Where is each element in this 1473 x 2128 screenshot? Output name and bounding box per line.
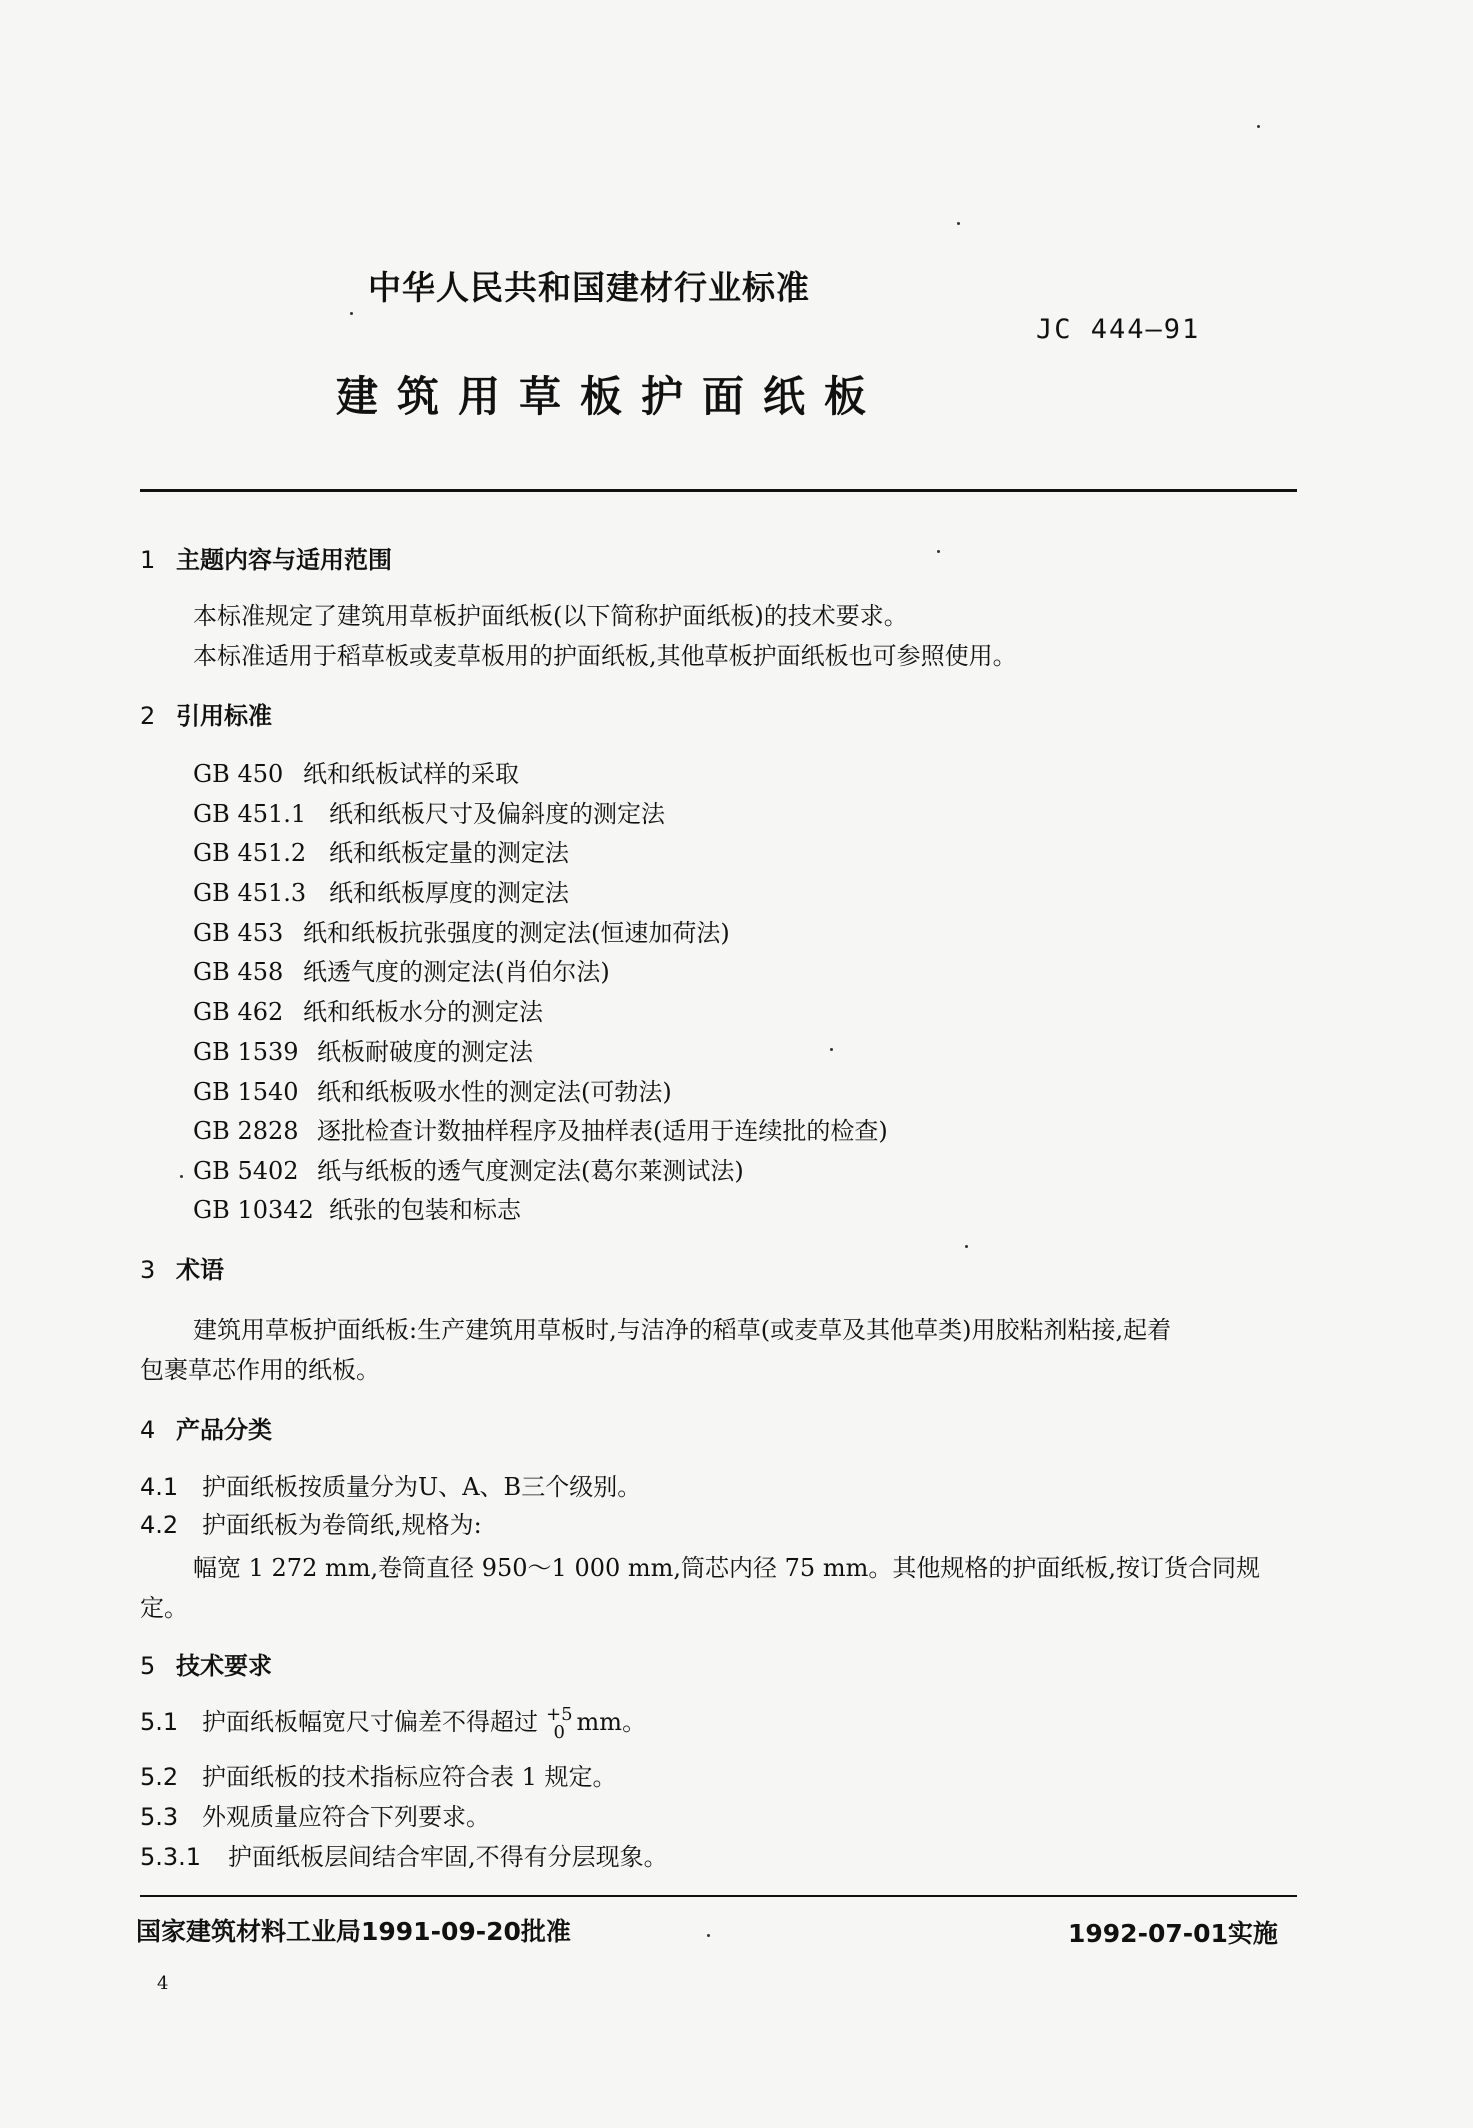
- reference-code: GB 1539: [193, 1038, 299, 1066]
- reference-code: GB 458: [193, 958, 284, 986]
- reference-code: GB 450: [193, 760, 284, 788]
- section-number: 4: [140, 1416, 156, 1444]
- reference-code: GB 5402: [193, 1157, 299, 1185]
- tolerance-upper: +5: [546, 1703, 573, 1725]
- reference-title: 纸张的包装和标志: [329, 1196, 521, 1224]
- clause-text: 护面纸板为卷筒纸,规格为:: [202, 1511, 482, 1539]
- clause-4-1: [140, 1467, 641, 1502]
- reference-code: GB 1540: [193, 1078, 299, 1106]
- section-title: 主题内容与适用范围: [176, 546, 392, 574]
- section-title: 产品分类: [176, 1416, 272, 1444]
- reference-item: [193, 1190, 521, 1225]
- reference-title: 纸和纸板厚度的测定法: [329, 879, 569, 907]
- clause-5-1: [140, 1702, 646, 1742]
- reference-code: GB 451.3: [193, 879, 307, 907]
- reference-code: GB 453: [193, 919, 284, 947]
- reference-title: 纸与纸板的透气度测定法(葛尔莱测试法): [317, 1157, 744, 1185]
- section-title: 技术要求: [176, 1652, 272, 1680]
- reference-item: [193, 873, 569, 908]
- section-title: 引用标准: [176, 702, 272, 730]
- section-1-paragraph-1: 本标准规定了建筑用草板护面纸板(以下简称护面纸板)的技术要求。: [193, 602, 908, 630]
- clause-4-2-spec-line-1: 幅宽 1 272 mm,卷筒直径 950～1 000 mm,筒芯内径 75 mm。其他规格的护面纸板,按订货合同规: [193, 1554, 1260, 1582]
- clause-4-2: [140, 1505, 482, 1540]
- reference-code: GB 451.2: [193, 839, 307, 867]
- section-4-heading: [140, 1410, 272, 1445]
- tolerance-lower: 0: [553, 1721, 565, 1743]
- scan-speck: [707, 1934, 710, 1937]
- reference-code: GB 451.1: [193, 800, 307, 828]
- scan-speck: [180, 1175, 183, 1178]
- standard-code: JC 444—91: [1036, 314, 1201, 345]
- clause-4-2-spec-line-2: 定。: [140, 1594, 188, 1622]
- section-3-definition-line-2: 包裹草芯作用的纸板。: [140, 1356, 380, 1384]
- page-number: 4: [157, 1973, 169, 1994]
- reference-code: GB 462: [193, 998, 284, 1026]
- footer-rule: [140, 1895, 1297, 1897]
- reference-item: [193, 1072, 672, 1107]
- section-number: 5: [140, 1652, 156, 1680]
- clause-number: 4.2: [140, 1511, 179, 1539]
- reference-title: 纸板耐破度的测定法: [317, 1038, 533, 1066]
- section-number: 3: [140, 1256, 156, 1284]
- reference-item: [193, 1032, 533, 1067]
- reference-code: GB 10342: [193, 1196, 314, 1224]
- clause-text: 护面纸板按质量分为U、A、B三个级别。: [202, 1473, 642, 1501]
- clause-text: 护面纸板层间结合牢固,不得有分层现象。: [228, 1843, 668, 1871]
- reference-title: 纸和纸板尺寸及偏斜度的测定法: [329, 800, 665, 828]
- section-5-heading: [140, 1646, 272, 1681]
- section-number: 1: [140, 546, 156, 574]
- scan-speck: [937, 550, 940, 553]
- clause-5-3-1: [140, 1837, 668, 1872]
- header-rule: [140, 489, 1297, 492]
- issuing-organization: 中华人民共和国建材行业标准: [368, 268, 810, 307]
- reference-item: [193, 1151, 744, 1186]
- reference-title: 纸透气度的测定法(肖伯尔法): [303, 958, 610, 986]
- reference-code: GB 2828: [193, 1117, 299, 1145]
- tolerance-unit: mm。: [576, 1708, 647, 1736]
- reference-title: 纸和纸板定量的测定法: [329, 839, 569, 867]
- reference-title: 逐批检查计数抽样程序及抽样表(适用于连续批的检查): [317, 1117, 888, 1145]
- reference-title: 纸和纸板抗张强度的测定法(恒速加荷法): [303, 919, 730, 947]
- section-2-heading: [140, 696, 272, 731]
- clause-text: 外观质量应符合下列要求。: [202, 1803, 490, 1831]
- reference-item: [193, 992, 543, 1027]
- section-3-definition-line-1: 建筑用草板护面纸板:生产建筑用草板时,与洁净的稻草(或麦草及其他草类)用胶粘剂粘接,起着: [193, 1316, 1172, 1344]
- section-1-paragraph-2: 本标准适用于稻草板或麦草板用的护面纸板,其他草板护面纸板也可参照使用。: [193, 642, 1017, 670]
- clause-number: 5.1: [140, 1708, 179, 1736]
- clause-number: 5.3.1: [140, 1843, 202, 1871]
- scan-speck: [350, 312, 353, 315]
- clause-number: 5.3: [140, 1803, 179, 1831]
- clause-5-2: [140, 1757, 617, 1792]
- clause-text: 护面纸板幅宽尺寸偏差不得超过: [202, 1708, 538, 1736]
- reference-item: [193, 754, 519, 789]
- clause-number: 5.2: [140, 1763, 179, 1791]
- scan-speck: [1257, 125, 1260, 128]
- document-title: 建筑用草板护面纸板: [336, 372, 886, 421]
- clause-number: 4.1: [140, 1473, 179, 1501]
- reference-title: 纸和纸板试样的采取: [303, 760, 519, 788]
- reference-title: 纸和纸板吸水性的测定法(可勃法): [317, 1078, 672, 1106]
- section-1-heading: [140, 540, 392, 575]
- section-number: 2: [140, 702, 156, 730]
- reference-item: [193, 952, 610, 987]
- approval-line: 国家建筑材料工业局1991-09-20批准: [136, 1917, 571, 1946]
- clause-text: 护面纸板的技术指标应符合表 1 规定。: [202, 1763, 617, 1791]
- tolerance-stack: [546, 1703, 573, 1743]
- scan-speck: [830, 1048, 833, 1051]
- clause-5-3: [140, 1797, 490, 1832]
- section-3-heading: [140, 1250, 224, 1285]
- scan-speck: [957, 222, 960, 225]
- scan-speck: [965, 1245, 968, 1248]
- reference-item: [193, 794, 665, 829]
- reference-title: 纸和纸板水分的测定法: [303, 998, 543, 1026]
- reference-item: [193, 833, 569, 868]
- reference-item: [193, 1111, 888, 1146]
- reference-item: [193, 913, 730, 948]
- section-title: 术语: [176, 1256, 224, 1284]
- implementation-date: 1992-07-01实施: [1068, 1919, 1278, 1948]
